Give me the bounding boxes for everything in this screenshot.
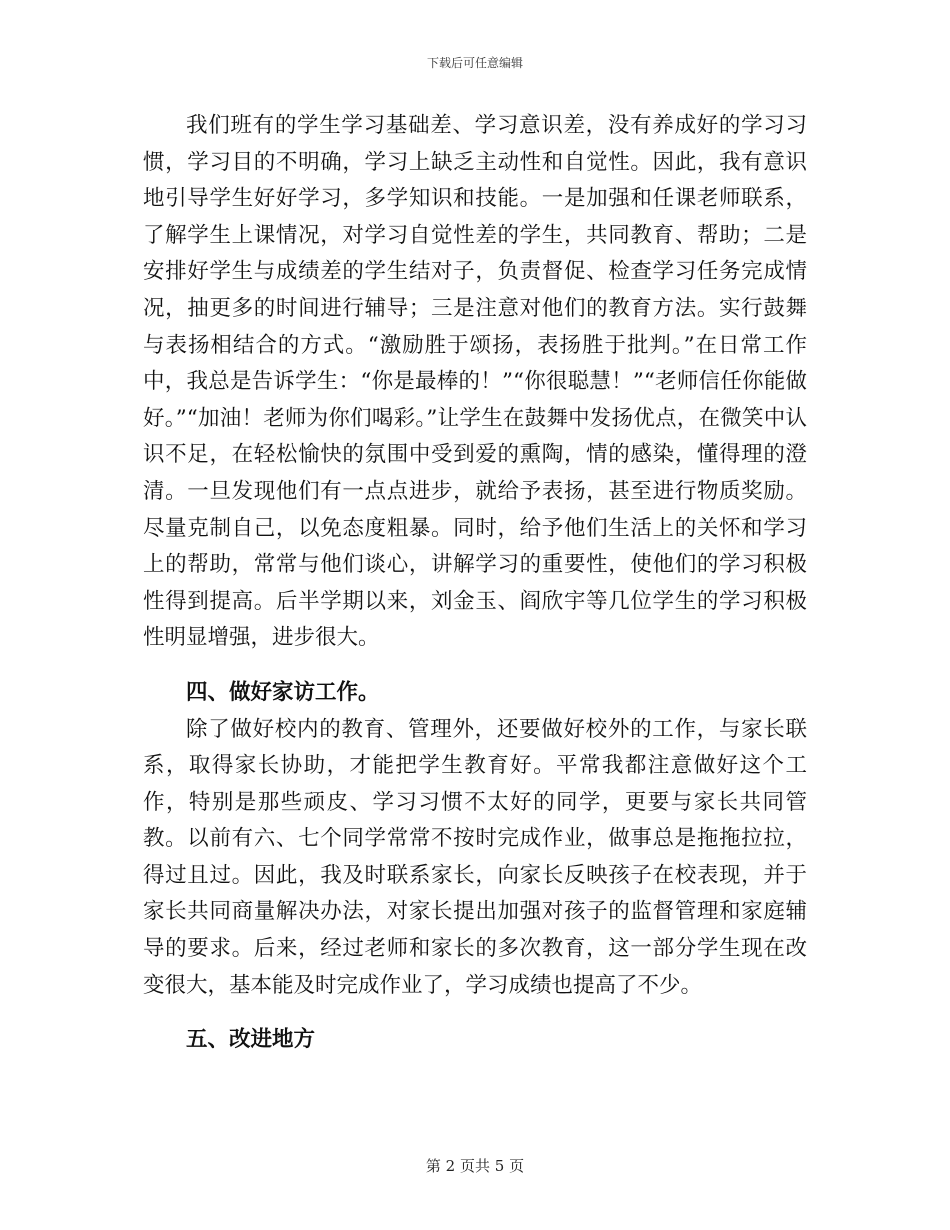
page-header: 下载后可任意编辑 <box>426 56 523 70</box>
paragraph-home-visit: 除了做好校内的教育、管理外，还要做好校外的工作，与家长联系，取得家长协助，才能把学生教育好。平常我都注意做好这个工作，特别是那些顽皮、学习习惯不太好的同学，更要与家长共同管教。以前有六、七个同学常常不按时完成作业，做事总是拖拖拉拉，得过且过。因此，我及时联系家长，向家长反映孩子在校表现，并于家长共同商量解决办法，对家长提出加强对孩子的监督管理和家庭辅导的要求。后来，经过老师和家长的多次教育，这一部分学生现在改变很大，基本能及时完成作业了，学习成绩也提高了不少。 <box>143 716 807 998</box>
page-footer: 第 2 页共 5 页 <box>425 1157 525 1175</box>
document-body <box>143 108 807 1059</box>
section-heading-improvements: 五、改进地方 <box>186 1027 316 1053</box>
paragraph-study-guidance: 我们班有的学生学习基础差、学习意识差，没有养成好的学习习惯，学习目的不明确，学习上缺乏主动性和自觉性。因此，我有意识地引导学生好好学习，多学知识和技能。一是加强和任课老师联系，了解学生上课情况，对学习自觉性差的学生，共同教育、帮助；二是安排好学生与成绩差的学生结对子，负责督促、检查学习任务完成情况，抽更多的时间进行辅导；三是注意对他们的教育方法。实行鼓舞与表扬相结合的方式。“激励胜于颂扬，表扬胜于批判。”在日常工作中，我总是告诉学生：“你是最棒的！”“你很聪慧！”“老师信任你能做好。”“加油！老师为你们喝彩。”让学生在鼓舞中发扬优点，在微笑中认识不足，在轻松愉快的氛围中受到爱的熏陶，情的感染，懂得理的澄清。一旦发现他们有一点点进步，就给予表扬，甚至进行物质奖励。尽量克制自己，以免态度粗暴。同时，给予他们生活上的关怀和学习上的帮助，常常与他们谈心，讲解学习的重要性，使他们的学习积极性得到提高。后半学期以来，刘金玉、阎欣宇等几位学生的学习积极性明显增强，进步很大。 <box>143 113 807 651</box>
section-heading-home-visit: 四、做好家访工作。 <box>186 679 380 705</box>
